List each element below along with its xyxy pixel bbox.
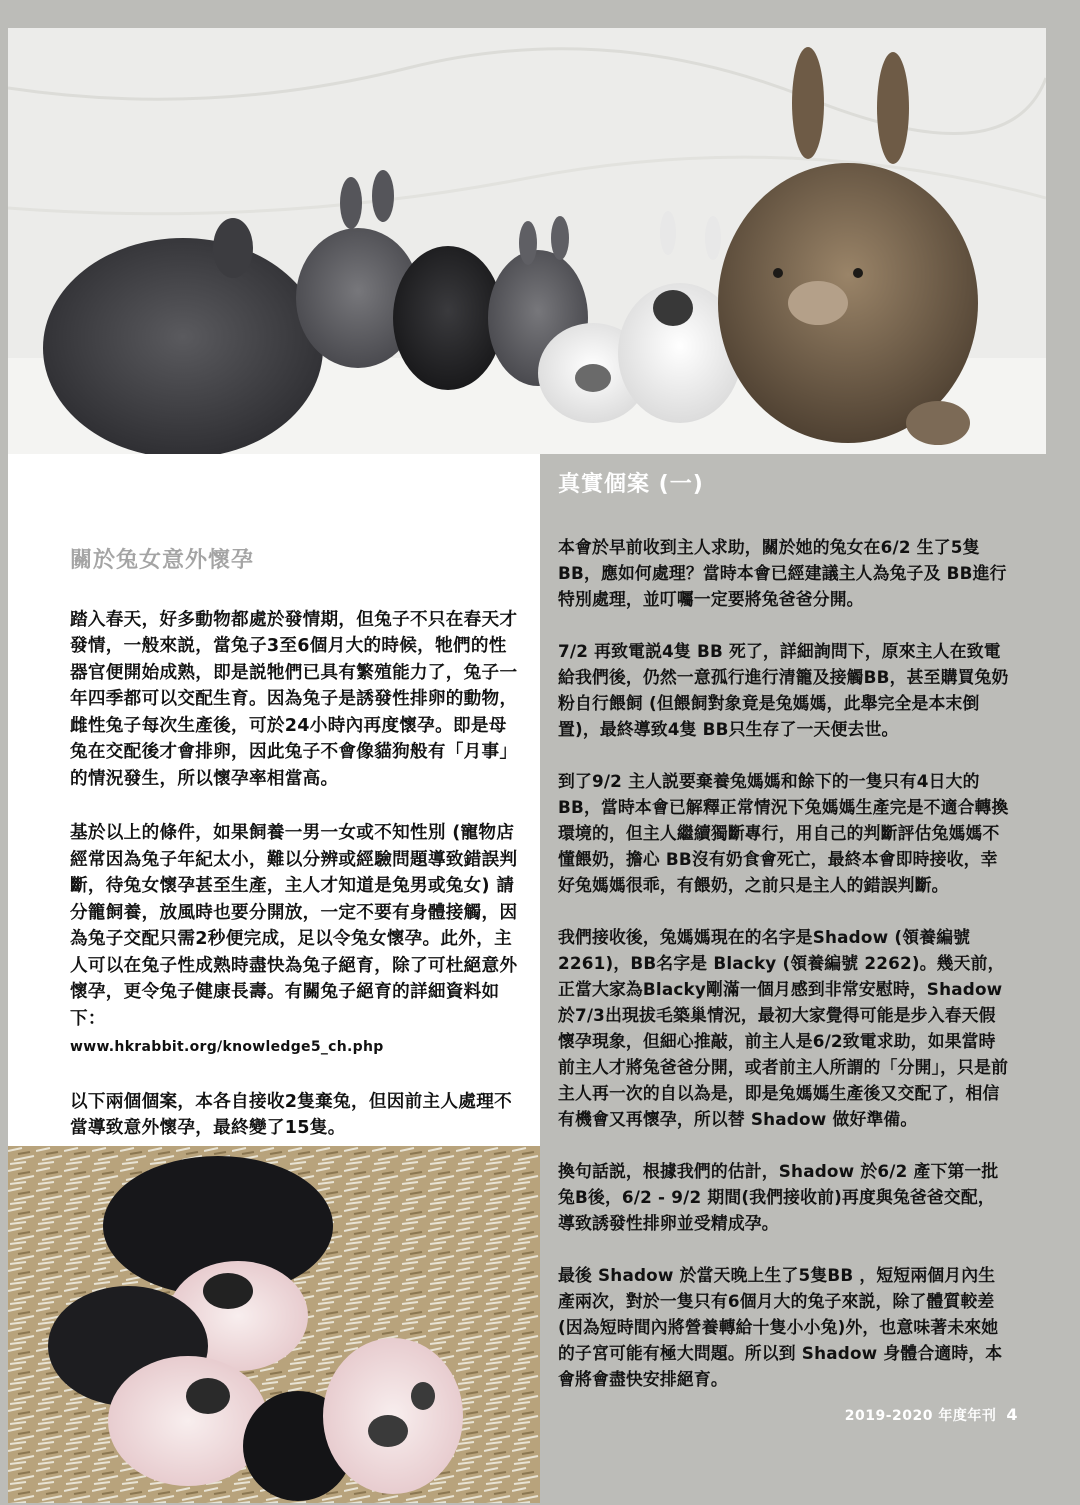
article-paragraph-2: [70, 820, 524, 1061]
case-column: [558, 472, 1010, 1418]
case-paragraph-3: 到了9/2 主人説要棄養兔媽媽和餘下的一隻只有4日大的BB，當時本會已解釋正常情況下兔媽媽生產完是不適合轉換環境的，但主人繼續獨斷專行，用自己的判斷評估兔媽媽不懂餵奶，擔心 BB沒有奶食會死亡，最終本會即時接收，幸好兔媽媽很乖，有餵奶，之前只是主人的錯誤判斷。: [558, 771, 1009, 895]
article-paragraph-3: 以下兩個個案，本各自接收2隻棄兔，但因前主人處理不當導致意外懷孕，最終變了15隻。: [70, 1091, 512, 1138]
case-paragraph-2: 7/2 再致電説4隻 BB 死了，詳細詢問下，原來主人在致電給我們後，仍然一意孤行進行清籠及接觸BB，甚至購買兔奶粉自行餵飼 (但餵飼對象竟是兔媽媽，此舉完全是本末倒置)，最終導致4隻 BB只生存了一天便去世。: [558, 641, 1009, 739]
case-paragraph-6: 最後 Shadow 於當天晚上生了5隻BB ，短短兩個月內生產兩次，對於一隻只有6個月大的兔子來説，除了體質較差(因為短時間內將營養轉給十隻小小兔)外，也意味著未來她的子宮可能有極大問題。所以到 Shadow 身體合適時，本會將會盡快安排絕育。: [558, 1265, 1003, 1389]
article-paragraph-2-text: 基於以上的條件，如果飼養一男一女或不知性別 (寵物店經常因為兔子年紀太小，難以分辨或經驗問題導致錯誤判斷，待兔女懷孕甚至生產，主人才知道是兔男或兔女) 請分籠飼養，放風時也要分開放，一定不要有身體接觸，因為兔子交配只需2秒便完成，足以令兔女懷孕。此外，主人可以在兔子性成熟時盡快為兔子絕育，除了可杜絕意外懷孕，更令兔子健康長壽。有關兔子絕育的詳細資料如下：: [70, 823, 518, 1029]
page-footer: [845, 1405, 1018, 1425]
case-paragraph-1: 本會於早前收到主人求助，關於她的兔女在6/2 生了5隻 BB，應如何處理？當時本會已經建議主人為兔子及 BB進行特別處理，並叮囑一定要將兔爸爸分開。: [558, 537, 1007, 609]
rabbits-group-photo: [8, 28, 1046, 454]
newborn-rabbits-photo: [8, 1146, 540, 1503]
article-paragraph-1: 踏入春天，好多動物都處於發情期，但兔子不只在春天才發情，一般來説，當兔子3至6個月大的時候，牠們的性器官便開始成熟，即是説牠們已具有繁殖能力了，兔子一年四季都可以交配生育。因為兔子是誘發性排卵的動物，雌性兔子每次生產後，可於24小時內再度懷孕。即是母兔在交配後才會排卵，因此兔子不會像貓狗般有「月事」的情況發生，所以懷孕率相當高。: [70, 609, 518, 789]
article-heading: 關於兔女意外懷孕: [70, 548, 255, 573]
case-paragraph-4: 我們接收後，兔媽媽現在的名字是Shadow (領養編號 2261)，BB名字是 Blacky (領養編號 2262)。幾天前，正當大家為Blacky剛滿一個月感到非常安慰時，Shadow 於7/3出現拔毛築巢情況，最初大家覺得可能是步入春天假懷孕現象，但細心推敲，前主人是6/2致電求助，如果當時前主人才將兔爸爸分開，或者前主人所謂的「分開」，只是前主人再一次的自以為是，即是兔媽媽生產後又交配了，相信有機會又再懷孕，所以替 Shadow 做好準備。: [558, 927, 1009, 1129]
case-paragraph-5: 換句話説，根據我們的估計，Shadow 於6/2 產下第一批兔B後，6/2 - 9/2 期間(我們接收前)再度與兔爸爸交配，導致誘發性排卵並受精成孕。: [558, 1161, 999, 1233]
page-number: 4: [1006, 1405, 1018, 1424]
issue-label: 2019-2020 年度年刊: [844, 1408, 997, 1424]
case-heading: 真實個案 (一): [558, 472, 704, 497]
article-column: [70, 548, 524, 1170]
article-url-link[interactable]: www.hkrabbit.org/knowledge5_ch.php: [70, 1039, 384, 1055]
